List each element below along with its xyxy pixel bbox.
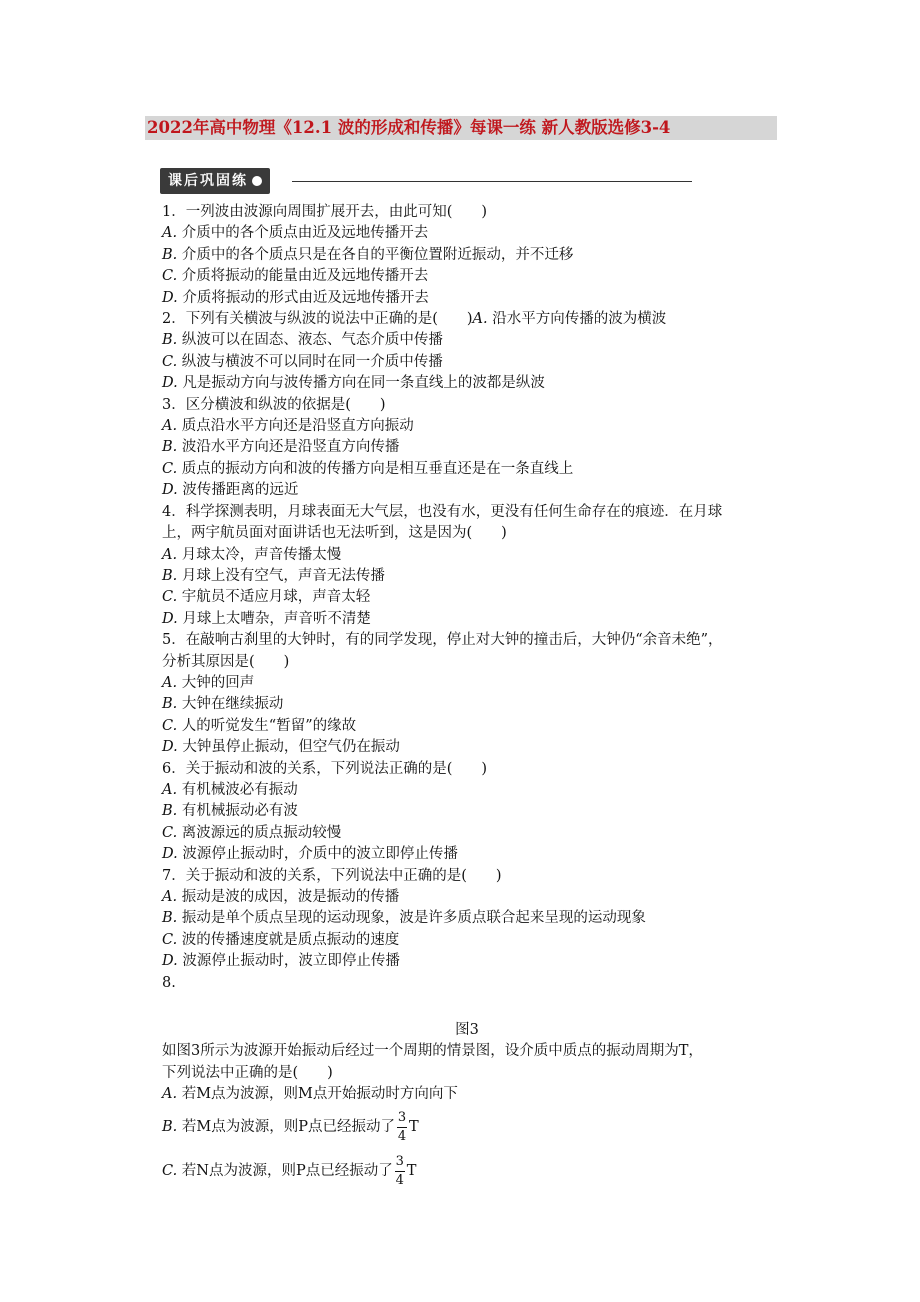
option-letter: A. [162, 889, 178, 905]
fraction [395, 1155, 405, 1188]
option-b [162, 694, 802, 715]
section-label-box [160, 168, 270, 194]
option-letter: A. [162, 781, 178, 798]
fraction-bar [397, 1127, 407, 1128]
question-stem: 如图3所示为波源开始振动后经过一个周期的情景图，设介质中质点的振动周期为T， [162, 1043, 703, 1060]
option-letter: D. [162, 846, 178, 863]
option-letter: B. [162, 439, 178, 456]
question-stem: 2．下列有关横波与纵波的说法中正确的是( ) [162, 311, 473, 328]
option-text: 凡是振动方向与波传播方向在同一条直线上的波都是纵波 [182, 375, 545, 392]
option-text: 沿水平方向传播的波为横波 [492, 311, 667, 328]
question-number: 8. [162, 974, 176, 991]
option-b [162, 245, 802, 266]
option-letter: B. [162, 803, 178, 820]
option-letter: A. [472, 311, 488, 328]
option-text: 有机械振动必有波 [181, 803, 298, 820]
option-d [162, 844, 802, 865]
option-letter: C. [162, 460, 178, 477]
option-text: 若M点为波源，则P点已经振动了 [181, 1118, 395, 1135]
option-letter: B. [162, 246, 178, 263]
option-a [162, 887, 802, 908]
option-d [162, 288, 802, 309]
option-tail: T [406, 1162, 417, 1179]
option-letter: A. [162, 674, 178, 691]
option-b [162, 330, 802, 351]
option-d [162, 951, 802, 972]
option-letter: C. [162, 589, 178, 606]
option-c [162, 930, 802, 951]
question-stem-cont: 下列说法中正确的是( ) [162, 1064, 333, 1081]
option-c [162, 587, 802, 608]
option-text: 大钟虽停止振动，但空气仍在振动 [182, 739, 400, 756]
option-text: 大钟的回声 [181, 674, 255, 691]
question-stem-2 [162, 309, 802, 330]
option-letter: D. [162, 610, 178, 627]
option-letter: D. [162, 375, 178, 392]
option-letter: A. [162, 1086, 178, 1103]
question-stem-cont: 上，两宇航员面对面讲话也无法听到，这是因为( ) [162, 525, 507, 542]
option-text: 月球上太嘈杂，声音听不清楚 [182, 610, 371, 627]
option-b [162, 1106, 802, 1150]
option-text: 质点沿水平方向还是沿竖直方向振动 [181, 418, 414, 435]
option-text: 波源停止振动时，波立即停止传播 [182, 953, 400, 970]
page-title: 2022年高中物理《12.1 波的形成和传播》每课一练 新人教版选修3-4 [145, 116, 777, 140]
option-a [162, 780, 802, 801]
fraction-bar [395, 1171, 405, 1172]
fraction-denominator: 4 [397, 1129, 407, 1145]
option-a [162, 416, 802, 437]
question-stem: 4．科学探测表明，月球表面无大气层，也没有水，更没有任何生命存在的痕迹．在月球 [162, 503, 723, 520]
section-divider [292, 181, 692, 182]
option-letter: C. [162, 931, 178, 948]
option-c [162, 716, 802, 737]
option-text: 振动是单个质点呈现的运动现象，波是许多质点联合起来呈现的运动现象 [181, 910, 646, 927]
option-text: 波源停止振动时，介质中的波立即停止传播 [182, 846, 458, 863]
option-b [162, 437, 802, 458]
option-letter: D. [162, 953, 178, 970]
option-text: 介质中的各个质点只是在各自的平衡位置附近振动，并不迁移 [181, 246, 574, 263]
option-letter: D. [162, 739, 178, 756]
option-letter: B. [162, 910, 178, 927]
option-letter: C. [162, 824, 178, 841]
option-text: 离波源远的质点振动较慢 [181, 824, 342, 841]
option-text: 若N点为波源，则P点已经振动了 [181, 1162, 393, 1179]
option-b [162, 801, 802, 822]
question-stem: 3．区分横波和纵波的依据是( ) [162, 396, 386, 413]
option-text: 振动是波的成因，波是振动的传播 [181, 889, 400, 905]
option-letter: B. [162, 696, 178, 713]
option-letter: B. [162, 332, 178, 349]
option-text: 波传播距离的远近 [182, 482, 299, 499]
option-letter: B. [162, 567, 178, 584]
option-letter: C. [162, 353, 178, 370]
option-text: 介质将振动的能量由近及远地传播开去 [181, 268, 429, 285]
fraction-denominator: 4 [395, 1173, 404, 1189]
option-text: 纵波与横波不可以同时在同一介质中传播 [181, 353, 443, 370]
option-d [162, 373, 802, 394]
figure-caption: 图3 [455, 1022, 479, 1039]
question-stem: 1．一列波由波源向周围扩展开去，由此可知( ) [162, 204, 488, 220]
option-a [162, 545, 802, 566]
fraction [397, 1111, 407, 1144]
option-c [162, 1150, 802, 1194]
question-stem: 6．关于振动和波的关系，下列说法正确的是( ) [162, 760, 488, 777]
section-label: 课后巩固练 [168, 173, 248, 189]
option-text: 大钟在继续振动 [181, 696, 284, 713]
option-text: 有机械波必有振动 [181, 781, 298, 798]
option-letter: B. [162, 1118, 178, 1135]
option-letter: A. [162, 546, 178, 563]
option-letter: A. [162, 418, 178, 435]
question-stem-cont: 分析其原因是( ) [162, 653, 290, 670]
option-d [162, 737, 802, 758]
question-stem: 5．在敲响古刹里的大钟时，有的同学发现，停止对大钟的撞击后，大钟仍“余音未绝”， [162, 632, 723, 649]
fraction-numerator: 3 [397, 1110, 407, 1126]
bullet-dot-icon [252, 176, 262, 186]
option-c [162, 823, 802, 844]
option-c [162, 266, 802, 287]
option-c [162, 352, 802, 373]
option-text: 纵波可以在固态、液态、气态介质中传播 [181, 332, 443, 349]
option-c [162, 459, 802, 480]
option-text: 若M点为波源，则M点开始振动时方向向下 [181, 1086, 458, 1103]
option-letter: D. [162, 482, 178, 499]
option-a [162, 223, 802, 244]
option-d [162, 480, 802, 501]
option-a [162, 1084, 802, 1105]
option-letter: C. [162, 717, 178, 734]
option-text: 波的传播速度就是质点振动的速度 [181, 931, 400, 948]
option-text: 人的听觉发生“暂留”的缘故 [181, 717, 357, 734]
option-letter: A. [162, 225, 178, 242]
section-header [160, 168, 540, 194]
option-text: 波沿水平方向还是沿竖直方向传播 [181, 439, 400, 456]
option-letter: C. [162, 1162, 178, 1179]
question-list [162, 202, 802, 1194]
option-text: 宇航员不适应月球，声音太轻 [181, 589, 371, 606]
option-b [162, 908, 802, 929]
option-letter: C. [162, 268, 178, 285]
option-b [162, 566, 802, 587]
option-d [162, 609, 802, 630]
option-text: 月球太冷，声音传播太慢 [181, 546, 342, 563]
option-text: 介质中的各个质点由近及远地传播开去 [181, 225, 429, 242]
fraction-numerator: 3 [395, 1154, 404, 1170]
option-a [162, 673, 802, 694]
option-text: 介质将振动的形式由近及远地传播开去 [182, 289, 429, 306]
option-tail: T [408, 1118, 419, 1135]
option-text: 质点的振动方向和波的传播方向是相互垂直还是在一条直线上 [181, 460, 574, 477]
option-text: 月球上没有空气，声音无法传播 [181, 567, 385, 584]
option-letter: D. [162, 289, 178, 306]
question-stem: 7．关于振动和波的关系，下列说法中正确的是( ) [162, 867, 502, 884]
